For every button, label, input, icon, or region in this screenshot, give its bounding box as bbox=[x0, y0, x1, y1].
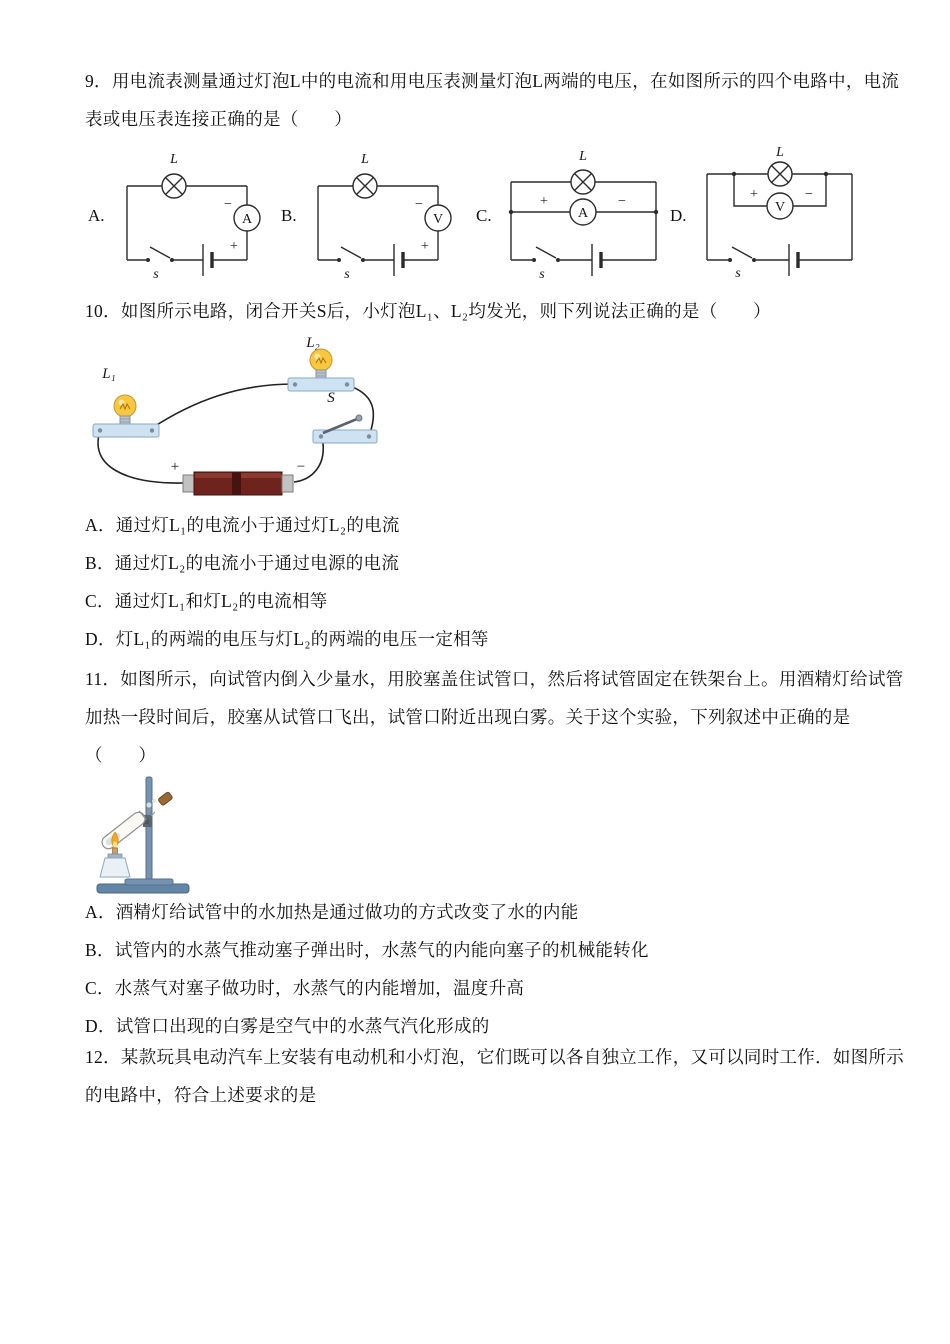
bulb-l2-base bbox=[288, 378, 354, 391]
question-10-text: 10．如图所示电路，闭合开关S后，小灯泡L₁、L₂均发光，则下列说法正确的是（ ） bbox=[85, 301, 771, 321]
question-11-line-3: （ ） bbox=[85, 745, 157, 765]
mist-puff bbox=[146, 802, 151, 807]
question-9-line-1: 9．用电流表测量通过灯泡L中的电流和用电压表测量灯泡L两端的电压，在如图所示的四个电路中，电流 bbox=[85, 71, 900, 91]
wire bbox=[98, 431, 183, 483]
test-tube bbox=[99, 810, 147, 852]
question-11-line-2: 加热一段时间后，胶塞从试管口飞出，试管口附近出现白雾。关于这个实验，下列叙述中正确的是 bbox=[85, 707, 851, 727]
bulb-icon bbox=[127, 174, 247, 198]
q11-option-d: D．试管口出现的白雾是空气中的水蒸气汽化形成的 bbox=[85, 1016, 490, 1036]
question-10-options bbox=[85, 506, 925, 658]
choice-label-d: D. bbox=[670, 206, 687, 225]
battery-cell bbox=[183, 472, 293, 495]
plus-sign: + bbox=[421, 239, 429, 254]
bulb-label: L bbox=[579, 149, 587, 164]
minus-sign: − bbox=[415, 197, 423, 212]
q11-figure bbox=[85, 772, 215, 902]
question-11-line-1: 11．如图所示，向试管内倒入少量水，用胶塞盖住试管口，然后将试管固定在铁架台上。用酒精灯给试管 bbox=[85, 669, 904, 689]
terminal-screw bbox=[150, 428, 154, 432]
question-12-line-1: 12．某款玩具电动汽车上安装有电动机和小灯泡，它们既可以各自独立工作，又可以同时工作．如图所示 bbox=[85, 1047, 905, 1067]
q10-option-a: A．通过灯L₁的电流小于通过灯L₂的电流 bbox=[85, 515, 400, 535]
switch-label: s bbox=[344, 267, 350, 282]
q10-option-d: D．灯L₁的两端的电压与灯L₂的两端的电压一定相等 bbox=[85, 629, 489, 649]
l2-label: L₂ bbox=[306, 335, 320, 351]
question-11-options bbox=[85, 893, 925, 1045]
plus-sign: + bbox=[750, 187, 758, 202]
switch-icon bbox=[318, 247, 365, 262]
switch-icon bbox=[707, 247, 756, 262]
circuit-diagram-d bbox=[692, 144, 867, 284]
svg-text:V: V bbox=[432, 212, 444, 227]
q11-option-b: B．试管内的水蒸气推动塞子弹出时，水蒸气的内能向塞子的机械能转化 bbox=[85, 940, 649, 960]
plus-sign: + bbox=[230, 239, 238, 254]
q11-option-a: A．酒精灯给试管中的水加热是通过做功的方式改变了水的内能 bbox=[85, 902, 579, 922]
bulb-l2 bbox=[310, 349, 332, 378]
ammeter-icon bbox=[509, 199, 658, 225]
switch bbox=[313, 415, 377, 443]
switch-label: s bbox=[735, 266, 741, 281]
minus-sign: − bbox=[224, 197, 232, 212]
voltmeter-icon bbox=[732, 172, 828, 219]
question-9 bbox=[85, 62, 925, 138]
choice-label-a: A. bbox=[88, 206, 105, 225]
question-12 bbox=[85, 1038, 925, 1114]
minus-sign: − bbox=[805, 187, 813, 202]
terminal-screw bbox=[345, 382, 349, 386]
bulb-l1 bbox=[114, 395, 136, 424]
circuit-diagram-c bbox=[496, 148, 671, 283]
q10-option-b: B．通过灯L₂的电流小于通过电源的电流 bbox=[85, 553, 400, 573]
battery-icon bbox=[756, 244, 852, 276]
bulb-icon bbox=[707, 162, 852, 186]
switch-icon bbox=[511, 247, 560, 262]
switch-icon bbox=[127, 247, 174, 262]
q10-figure bbox=[85, 334, 395, 514]
choice-label-c: C. bbox=[476, 206, 492, 225]
bulb-icon bbox=[318, 174, 438, 198]
switch-label: s bbox=[153, 267, 159, 282]
wire bbox=[347, 385, 373, 433]
battery-plus-label: + bbox=[170, 459, 180, 475]
question-12-line-2: 的电路中，符合上述要求的是 bbox=[85, 1085, 317, 1105]
circuit-diagram-a bbox=[112, 148, 262, 283]
svg-text:V: V bbox=[774, 200, 786, 215]
battery-minus-label: − bbox=[296, 459, 306, 475]
question-11 bbox=[85, 660, 925, 774]
question-9-line-2: 表或电压表连接正确的是（ ） bbox=[85, 109, 352, 129]
cork-stopper bbox=[158, 792, 173, 806]
bulb-label: L bbox=[170, 152, 178, 167]
question-10 bbox=[85, 292, 925, 330]
wire bbox=[152, 384, 294, 428]
l1-label: L₁ bbox=[102, 366, 116, 382]
switch-label: s bbox=[539, 267, 545, 282]
q11-option-c: C．水蒸气对塞子做功时，水蒸气的内能增加，温度升高 bbox=[85, 978, 525, 998]
battery-icon bbox=[560, 244, 656, 276]
svg-text:A: A bbox=[577, 206, 589, 221]
switch-label: S bbox=[327, 390, 335, 406]
terminal-screw bbox=[293, 382, 297, 386]
terminal-screw bbox=[98, 428, 102, 432]
svg-text:A: A bbox=[241, 212, 253, 227]
choice-label-b: B. bbox=[281, 206, 297, 225]
bulb-label: L bbox=[361, 152, 369, 167]
circuit-diagram-b bbox=[303, 148, 453, 283]
minus-sign: − bbox=[618, 194, 626, 209]
plus-sign: + bbox=[540, 194, 548, 209]
q10-option-c: C．通过灯L₁和灯L₂的电流相等 bbox=[85, 591, 328, 611]
bulb-l1-base bbox=[93, 424, 159, 437]
mist-puff bbox=[152, 799, 156, 803]
bulb-label: L bbox=[776, 145, 784, 160]
bulb-icon bbox=[511, 170, 656, 194]
